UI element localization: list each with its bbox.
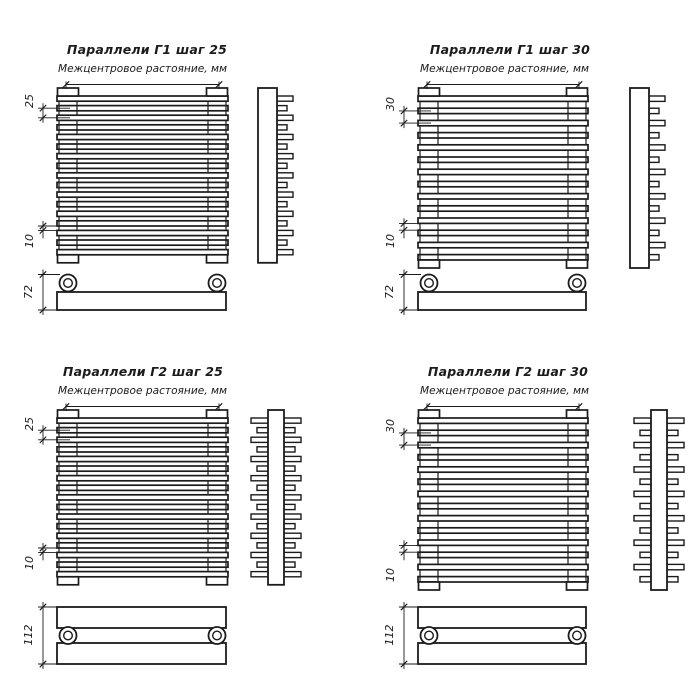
- pitch-dimension-label: 25: [23, 417, 36, 431]
- drawing-title: Параллели Г1 шаг 30: [429, 42, 591, 57]
- centers-distance-label: Межцентровое растояние, мм: [58, 385, 227, 397]
- depth-dimension-label: 112: [383, 624, 396, 646]
- pitch-dimension-label: 30: [384, 419, 397, 433]
- pitch-dimension-label: 25: [23, 94, 36, 108]
- gap-dimension-label: 10: [384, 234, 397, 248]
- gap-dimension-label: 10: [23, 234, 36, 248]
- drawing-title: Параллели Г1 шаг 25: [66, 42, 228, 57]
- gap-dimension-label: 10: [23, 556, 36, 570]
- pitch-dimension-label: 30: [384, 97, 397, 111]
- drawing-title: Параллели Г2 шаг 25: [62, 364, 224, 379]
- drawing-title: Параллели Г2 шаг 30: [427, 364, 589, 379]
- centers-distance-label: Межцентровое растояние, мм: [420, 63, 589, 75]
- centers-distance-label: Межцентровое растояние, мм: [420, 385, 589, 397]
- depth-dimension-label: 72: [22, 285, 35, 299]
- depth-dimension-label: 112: [22, 624, 35, 646]
- gap-dimension-label: 10: [384, 568, 397, 582]
- depth-dimension-label: 72: [383, 285, 396, 299]
- centers-distance-label: Межцентровое растояние, мм: [58, 63, 227, 75]
